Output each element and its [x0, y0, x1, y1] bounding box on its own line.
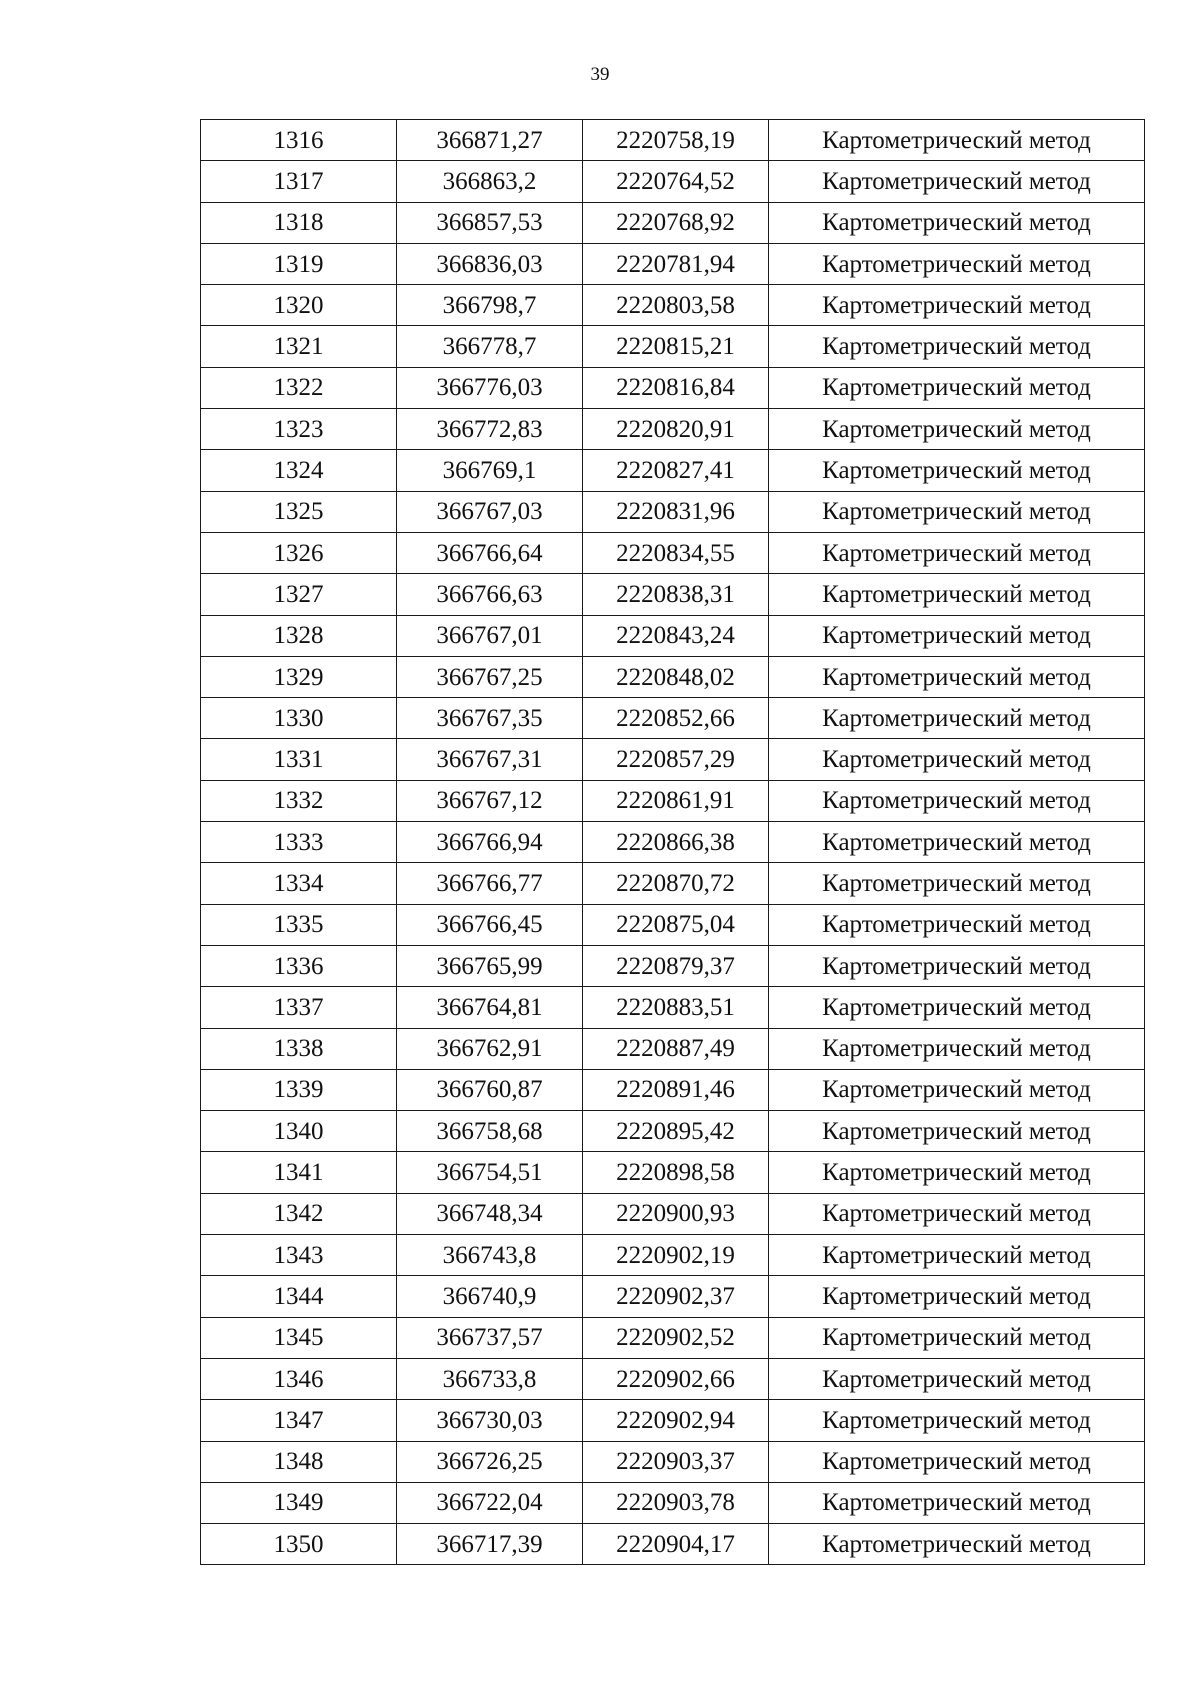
x-coordinate-cell: 366766,45: [397, 904, 583, 945]
y-coordinate-cell: 2220902,66: [583, 1358, 769, 1399]
y-coordinate-cell: 2220861,91: [583, 780, 769, 821]
point-number-cell: 1339: [201, 1069, 397, 1110]
point-number-cell: 1327: [201, 574, 397, 615]
table-row: [201, 1069, 1145, 1110]
y-coordinate-cell: 2220875,04: [583, 904, 769, 945]
table-row: [201, 1152, 1145, 1193]
point-number-cell: 1331: [201, 739, 397, 780]
method-cell: Картометрический метод: [769, 1358, 1145, 1399]
x-coordinate-cell: 366767,03: [397, 491, 583, 532]
y-coordinate-cell: 2220895,42: [583, 1111, 769, 1152]
point-number-cell: 1321: [201, 326, 397, 367]
method-cell: Картометрический метод: [769, 161, 1145, 202]
method-cell: Картометрический метод: [769, 1441, 1145, 1482]
point-number-cell: 1323: [201, 409, 397, 450]
method-cell: Картометрический метод: [769, 532, 1145, 573]
point-number-cell: 1340: [201, 1111, 397, 1152]
point-number-cell: 1337: [201, 987, 397, 1028]
method-cell: Картометрический метод: [769, 367, 1145, 408]
y-coordinate-cell: 2220902,52: [583, 1317, 769, 1358]
method-cell: Картометрический метод: [769, 409, 1145, 450]
method-cell: Картометрический метод: [769, 1317, 1145, 1358]
method-cell: Картометрический метод: [769, 120, 1145, 161]
table-row: [201, 780, 1145, 821]
x-coordinate-cell: 366737,57: [397, 1317, 583, 1358]
method-cell: Картометрический метод: [769, 1482, 1145, 1523]
table-row: [201, 698, 1145, 739]
table-row: [201, 161, 1145, 202]
point-number-cell: 1334: [201, 863, 397, 904]
y-coordinate-cell: 2220852,66: [583, 698, 769, 739]
y-coordinate-cell: 2220781,94: [583, 243, 769, 284]
y-coordinate-cell: 2220758,19: [583, 120, 769, 161]
x-coordinate-cell: 366863,2: [397, 161, 583, 202]
point-number-cell: 1328: [201, 615, 397, 656]
point-number-cell: 1330: [201, 698, 397, 739]
point-number-cell: 1319: [201, 243, 397, 284]
method-cell: Картометрический метод: [769, 1152, 1145, 1193]
x-coordinate-cell: 366871,27: [397, 120, 583, 161]
table-row: [201, 450, 1145, 491]
x-coordinate-cell: 366766,77: [397, 863, 583, 904]
table-row: [201, 1276, 1145, 1317]
y-coordinate-cell: 2220816,84: [583, 367, 769, 408]
method-cell: Картометрический метод: [769, 1400, 1145, 1441]
point-number-cell: 1325: [201, 491, 397, 532]
table-row: [201, 326, 1145, 367]
y-coordinate-cell: 2220902,94: [583, 1400, 769, 1441]
point-number-cell: 1350: [201, 1524, 397, 1565]
method-cell: Картометрический метод: [769, 1235, 1145, 1276]
method-cell: Картометрический метод: [769, 863, 1145, 904]
x-coordinate-cell: 366767,12: [397, 780, 583, 821]
y-coordinate-cell: 2220902,37: [583, 1276, 769, 1317]
table-row: [201, 1400, 1145, 1441]
method-cell: Картометрический метод: [769, 1193, 1145, 1234]
table-row: [201, 1524, 1145, 1565]
table-row: [201, 574, 1145, 615]
point-number-cell: 1341: [201, 1152, 397, 1193]
x-coordinate-cell: 366767,01: [397, 615, 583, 656]
method-cell: Картометрический метод: [769, 1524, 1145, 1565]
y-coordinate-cell: 2220891,46: [583, 1069, 769, 1110]
table-row: [201, 285, 1145, 326]
table-row: [201, 656, 1145, 697]
point-number-cell: 1316: [201, 120, 397, 161]
point-number-cell: 1317: [201, 161, 397, 202]
method-cell: Картометрический метод: [769, 285, 1145, 326]
y-coordinate-cell: 2220866,38: [583, 822, 769, 863]
method-cell: Картометрический метод: [769, 243, 1145, 284]
x-coordinate-cell: 366776,03: [397, 367, 583, 408]
point-number-cell: 1320: [201, 285, 397, 326]
table-row: [201, 945, 1145, 986]
table-row: [201, 1358, 1145, 1399]
method-cell: Картометрический метод: [769, 780, 1145, 821]
table-row: [201, 1317, 1145, 1358]
table-row: [201, 1441, 1145, 1482]
table-row: [201, 1193, 1145, 1234]
table-row: [201, 491, 1145, 532]
method-cell: Картометрический метод: [769, 574, 1145, 615]
y-coordinate-cell: 2220834,55: [583, 532, 769, 573]
point-number-cell: 1338: [201, 1028, 397, 1069]
x-coordinate-cell: 366857,53: [397, 202, 583, 243]
x-coordinate-cell: 366754,51: [397, 1152, 583, 1193]
x-coordinate-cell: 366748,34: [397, 1193, 583, 1234]
point-number-cell: 1345: [201, 1317, 397, 1358]
y-coordinate-cell: 2220898,58: [583, 1152, 769, 1193]
y-coordinate-cell: 2220904,17: [583, 1524, 769, 1565]
y-coordinate-cell: 2220903,78: [583, 1482, 769, 1523]
x-coordinate-cell: 366717,39: [397, 1524, 583, 1565]
y-coordinate-cell: 2220857,29: [583, 739, 769, 780]
table-row: [201, 1235, 1145, 1276]
x-coordinate-cell: 366769,1: [397, 450, 583, 491]
table-row: [201, 1028, 1145, 1069]
x-coordinate-cell: 366726,25: [397, 1441, 583, 1482]
method-cell: Картометрический метод: [769, 698, 1145, 739]
y-coordinate-cell: 2220768,92: [583, 202, 769, 243]
x-coordinate-cell: 366733,8: [397, 1358, 583, 1399]
point-number-cell: 1335: [201, 904, 397, 945]
method-cell: Картометрический метод: [769, 945, 1145, 986]
table-row: [201, 532, 1145, 573]
point-number-cell: 1318: [201, 202, 397, 243]
point-number-cell: 1342: [201, 1193, 397, 1234]
table-row: [201, 822, 1145, 863]
y-coordinate-cell: 2220870,72: [583, 863, 769, 904]
method-cell: Картометрический метод: [769, 326, 1145, 367]
page-number: 39: [590, 64, 610, 85]
x-coordinate-cell: 366767,31: [397, 739, 583, 780]
method-cell: Картометрический метод: [769, 1276, 1145, 1317]
table-row: [201, 863, 1145, 904]
table-row: [201, 120, 1145, 161]
table-row: [201, 1111, 1145, 1152]
x-coordinate-cell: 366798,7: [397, 285, 583, 326]
table-row: [201, 243, 1145, 284]
y-coordinate-cell: 2220903,37: [583, 1441, 769, 1482]
method-cell: Картометрический метод: [769, 450, 1145, 491]
x-coordinate-cell: 366758,68: [397, 1111, 583, 1152]
x-coordinate-cell: 366722,04: [397, 1482, 583, 1523]
point-number-cell: 1333: [201, 822, 397, 863]
y-coordinate-cell: 2220838,31: [583, 574, 769, 615]
method-cell: Картометрический метод: [769, 987, 1145, 1028]
y-coordinate-cell: 2220843,24: [583, 615, 769, 656]
x-coordinate-cell: 366766,63: [397, 574, 583, 615]
point-number-cell: 1322: [201, 367, 397, 408]
point-number-cell: 1332: [201, 780, 397, 821]
y-coordinate-cell: 2220848,02: [583, 656, 769, 697]
point-number-cell: 1326: [201, 532, 397, 573]
method-cell: Картометрический метод: [769, 615, 1145, 656]
y-coordinate-cell: 2220803,58: [583, 285, 769, 326]
y-coordinate-cell: 2220902,19: [583, 1235, 769, 1276]
point-number-cell: 1336: [201, 945, 397, 986]
method-cell: Картометрический метод: [769, 1028, 1145, 1069]
table-row: [201, 987, 1145, 1028]
x-coordinate-cell: 366778,7: [397, 326, 583, 367]
point-number-cell: 1348: [201, 1441, 397, 1482]
method-cell: Картометрический метод: [769, 904, 1145, 945]
x-coordinate-cell: 366730,03: [397, 1400, 583, 1441]
table-row: [201, 202, 1145, 243]
x-coordinate-cell: 366760,87: [397, 1069, 583, 1110]
x-coordinate-cell: 366766,94: [397, 822, 583, 863]
x-coordinate-cell: 366765,99: [397, 945, 583, 986]
point-number-cell: 1343: [201, 1235, 397, 1276]
method-cell: Картометрический метод: [769, 656, 1145, 697]
coordinates-table-body: [201, 120, 1145, 1565]
y-coordinate-cell: 2220883,51: [583, 987, 769, 1028]
method-cell: Картометрический метод: [769, 822, 1145, 863]
method-cell: Картометрический метод: [769, 1111, 1145, 1152]
y-coordinate-cell: 2220820,91: [583, 409, 769, 450]
table-row: [201, 904, 1145, 945]
table-row: [201, 1482, 1145, 1523]
method-cell: Картометрический метод: [769, 739, 1145, 780]
table-row: [201, 739, 1145, 780]
method-cell: Картометрический метод: [769, 202, 1145, 243]
point-number-cell: 1349: [201, 1482, 397, 1523]
y-coordinate-cell: 2220827,41: [583, 450, 769, 491]
x-coordinate-cell: 366740,9: [397, 1276, 583, 1317]
x-coordinate-cell: 366767,25: [397, 656, 583, 697]
x-coordinate-cell: 366836,03: [397, 243, 583, 284]
method-cell: Картометрический метод: [769, 1069, 1145, 1110]
x-coordinate-cell: 366764,81: [397, 987, 583, 1028]
point-number-cell: 1324: [201, 450, 397, 491]
y-coordinate-cell: 2220815,21: [583, 326, 769, 367]
y-coordinate-cell: 2220879,37: [583, 945, 769, 986]
x-coordinate-cell: 366767,35: [397, 698, 583, 739]
y-coordinate-cell: 2220764,52: [583, 161, 769, 202]
x-coordinate-cell: 366762,91: [397, 1028, 583, 1069]
x-coordinate-cell: 366766,64: [397, 532, 583, 573]
y-coordinate-cell: 2220900,93: [583, 1193, 769, 1234]
coordinates-table: [200, 119, 1145, 1565]
y-coordinate-cell: 2220831,96: [583, 491, 769, 532]
point-number-cell: 1344: [201, 1276, 397, 1317]
point-number-cell: 1346: [201, 1358, 397, 1399]
table-row: [201, 409, 1145, 450]
x-coordinate-cell: 366743,8: [397, 1235, 583, 1276]
x-coordinate-cell: 366772,83: [397, 409, 583, 450]
table-row: [201, 615, 1145, 656]
point-number-cell: 1347: [201, 1400, 397, 1441]
method-cell: Картометрический метод: [769, 491, 1145, 532]
point-number-cell: 1329: [201, 656, 397, 697]
table-row: [201, 367, 1145, 408]
y-coordinate-cell: 2220887,49: [583, 1028, 769, 1069]
